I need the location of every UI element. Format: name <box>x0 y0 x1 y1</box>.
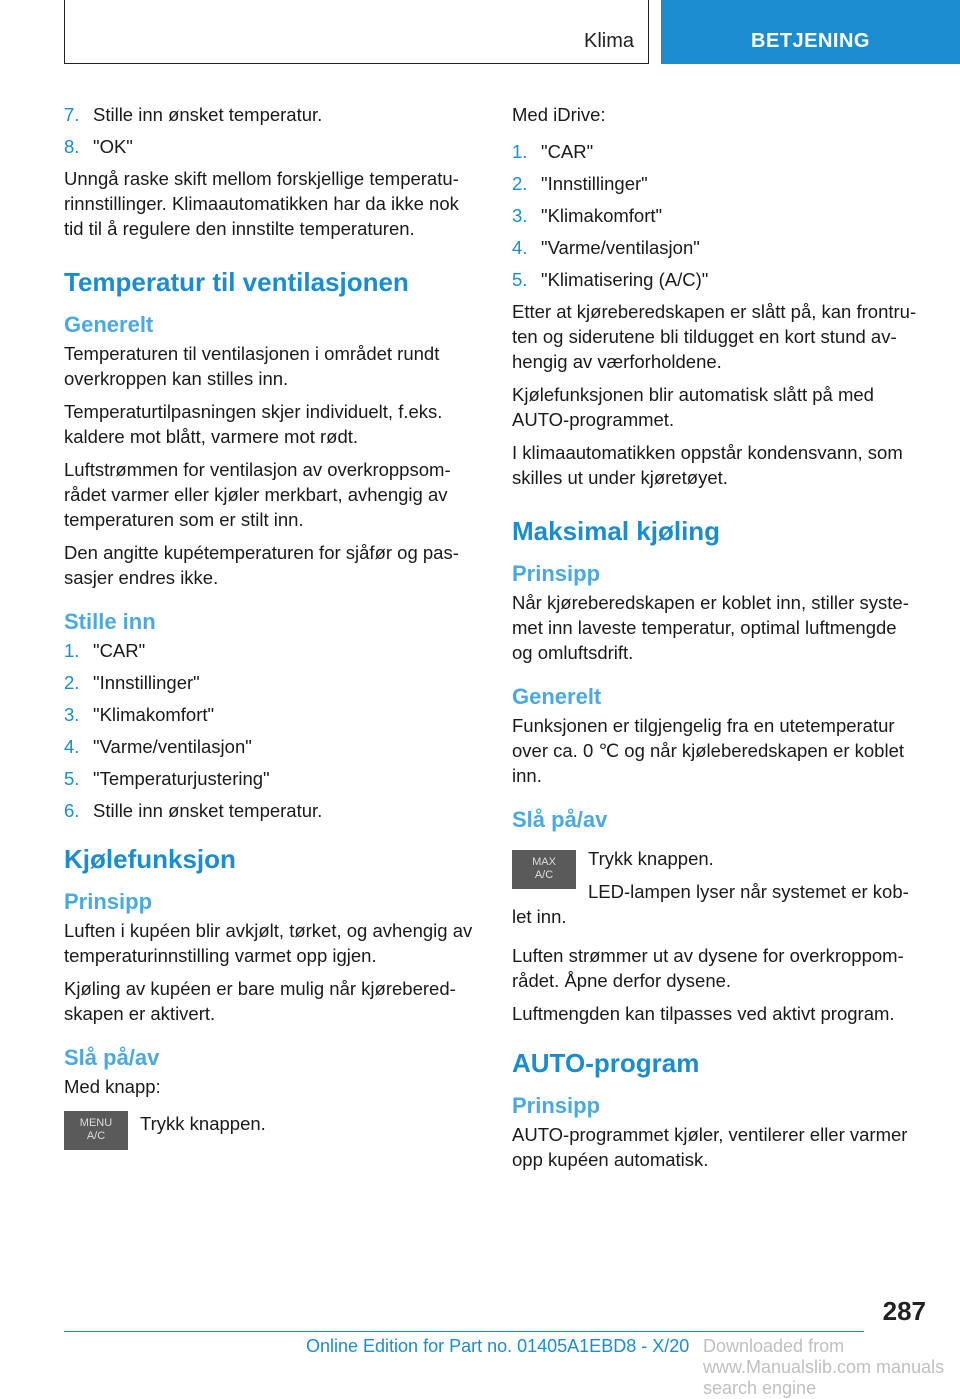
paragraph-r3: I klimaautomatikken oppstår kondensvann, som skilles ut under kjøretøyet. <box>512 442 903 488</box>
paragraph-med-knapp: Med knapp: <box>64 1076 161 1097</box>
list-item-text: "Klimakomfort" <box>541 205 663 226</box>
header-chapter-tab[interactable] <box>661 0 960 64</box>
list-item-number: 4. <box>512 237 528 258</box>
heading-auto-program: AUTO-program <box>512 1048 700 1078</box>
max-ac-line1: MAX <box>532 856 556 868</box>
paragraph-auto: AUTO-programmet kjøler, ventilerer eller varmer opp kupéen automatisk. <box>512 1124 908 1170</box>
list-item-number: 4. <box>64 736 80 757</box>
paragraph-gen2: Temperaturtilpasningen skjer individuelt, f.eks. kaldere mot blått, varmere mot rødt. <box>64 401 443 447</box>
heading-slaa-paa-av-right: Slå på/av <box>512 807 608 832</box>
paragraph-pr2: Kjøling av kupéen er bare mulig når kjøreberedskapen er aktivert. <box>64 978 456 1024</box>
paragraph-trykk: Trykk knappen. <box>140 1113 266 1134</box>
list-item <box>512 139 922 171</box>
paragraph-r2: Kjølefunksjonen blir automatisk slått på med AUTO-programmet. <box>512 384 874 430</box>
list-stille-steps <box>64 638 474 830</box>
heading-temp-vent: Temperatur til ventilasjonen <box>64 267 409 297</box>
heading-slaa-paa-av: Slå på/av <box>64 1045 160 1070</box>
list-item-text: Stille inn ønsket temperatur. <box>93 104 323 125</box>
list-item <box>512 267 922 299</box>
header-section-title: Klima <box>583 30 634 52</box>
heading-prinsipp: Prinsipp <box>64 889 153 914</box>
list-item-text: Stille inn ønsket temperatur. <box>93 800 323 821</box>
list-item <box>64 102 474 134</box>
list-item-text: "Klimakomfort" <box>93 704 215 725</box>
menu-ac-row <box>64 1111 474 1157</box>
menu-ac-line2: A/C <box>86 1130 106 1142</box>
list-item-text: "OK" <box>93 136 133 157</box>
paragraph-r1: Etter at kjøreberedskapen er slått på, kan frontruten og siderutene bli tildugget en kort stund avhengig av værforholdene. <box>512 301 917 372</box>
paragraph-luft1: Luften strømmer ut av dysene for overkroppområdet. Åpne derfor dysene. <box>512 945 904 991</box>
list-item <box>64 134 474 166</box>
heading-prinsipp-auto: Prinsipp <box>512 1093 601 1118</box>
list-item-number: 3. <box>64 704 80 725</box>
list-item <box>64 766 474 798</box>
max-ac-row <box>512 846 922 929</box>
list-item-text: "Klimatisering (A/C)" <box>541 269 709 290</box>
list-item <box>64 702 474 734</box>
list-item-text: "Innstillinger" <box>541 173 648 194</box>
list-item-text: "Varme/ventilasjon" <box>541 237 700 258</box>
list-item-number: 6. <box>64 800 80 821</box>
paragraph-gen1: Temperaturen til ventilasjonen i området rundt overkroppen kan stilles inn. <box>64 343 440 389</box>
paragraph-led: LED-lampen lyser når systemet er koblet inn. <box>512 881 909 927</box>
heading-prinsipp-right: Prinsipp <box>512 561 601 586</box>
list-item <box>64 798 474 830</box>
paragraph-gen3: Luftstrømmen for ventilasjon av overkroppsområdet varmer eller kjøler merkbart, avhengig av temperaturen som er stilt inn. <box>64 459 451 530</box>
paragraph-gen4: Den angitte kupétemperaturen for sjåfør og passasjer endres ikke. <box>64 542 459 588</box>
list-item-number: 5. <box>512 269 528 290</box>
paragraph-gen-right: Funksjonen er tilgjengelig fra en utetemperatur over ca. 0 ℃ og når kjøleberedskapen er koblet inn. <box>512 715 905 786</box>
list-item <box>512 235 922 267</box>
list-item-text: "Varme/ventilasjon" <box>93 736 252 757</box>
list-item <box>512 171 922 203</box>
menu-ac-button-icon <box>64 1111 128 1150</box>
footer-edition: Online Edition for Part no. 01405A1EBD8 - X/20 <box>306 1336 690 1356</box>
heading-maksimal-kjoling: Maksimal kjøling <box>512 516 721 546</box>
list-item <box>512 203 922 235</box>
list-item <box>64 670 474 702</box>
heading-stille-inn: Stille inn <box>64 609 156 634</box>
paragraph-avoid: Unngå raske skift mellom forskjellige temperaturinnstillinger. Klimaautomatikken har da ikke nok tid til å regulere den innstilte temperaturen. <box>64 168 459 239</box>
list-item-number: 2. <box>64 672 80 693</box>
list-item-number: 8. <box>64 136 80 157</box>
left-column <box>64 102 474 1165</box>
right-column <box>512 102 922 1180</box>
page-number: 287 <box>882 1296 926 1326</box>
list-item-text: "CAR" <box>93 640 146 661</box>
list-item <box>64 638 474 670</box>
list-item-text: "Innstillinger" <box>93 672 200 693</box>
header-chapter-title: BETJENING <box>751 30 870 52</box>
heading-kjolefunksjon: Kjølefunksjon <box>64 844 236 874</box>
list-item-number: 3. <box>512 205 528 226</box>
paragraph-pr1: Luften i kupéen blir avkjølt, tørket, og avhengig av temperaturinnstilling varmet opp igjen. <box>64 920 473 966</box>
list-item-number: 1. <box>512 141 528 162</box>
max-ac-button-icon <box>512 850 576 889</box>
list-top-steps <box>64 102 474 166</box>
max-ac-line2: A/C <box>534 869 554 881</box>
header-section-box <box>64 0 649 64</box>
menu-ac-line1: MENU <box>79 1117 113 1129</box>
heading-generelt-right: Generelt <box>512 684 602 709</box>
paragraph-pr-right: Når kjøreberedskapen er koblet inn, stiller systemet inn laveste temperatur, optimal luftmengde og omluftsdrift. <box>512 592 909 663</box>
list-item <box>64 734 474 766</box>
paragraph-luft2: Luftmengden kan tilpasses ved aktivt program. <box>512 1003 895 1024</box>
list-item-number: 7. <box>64 104 80 125</box>
heading-generelt: Generelt <box>64 312 154 337</box>
list-item-number: 5. <box>64 768 80 789</box>
list-item-number: 1. <box>64 640 80 661</box>
paragraph-trykk-right: Trykk knappen. <box>588 848 714 869</box>
list-item-number: 2. <box>512 173 528 194</box>
footer-watermark: Downloaded from www.Manualslib.com manuals search engine <box>703 1336 945 1398</box>
list-item-text: "Temperaturjustering" <box>93 768 270 789</box>
paragraph-idrive: Med iDrive: <box>512 104 606 125</box>
list-idrive-steps <box>512 139 922 299</box>
footer-divider <box>64 1331 864 1332</box>
list-item-text: "CAR" <box>541 141 594 162</box>
